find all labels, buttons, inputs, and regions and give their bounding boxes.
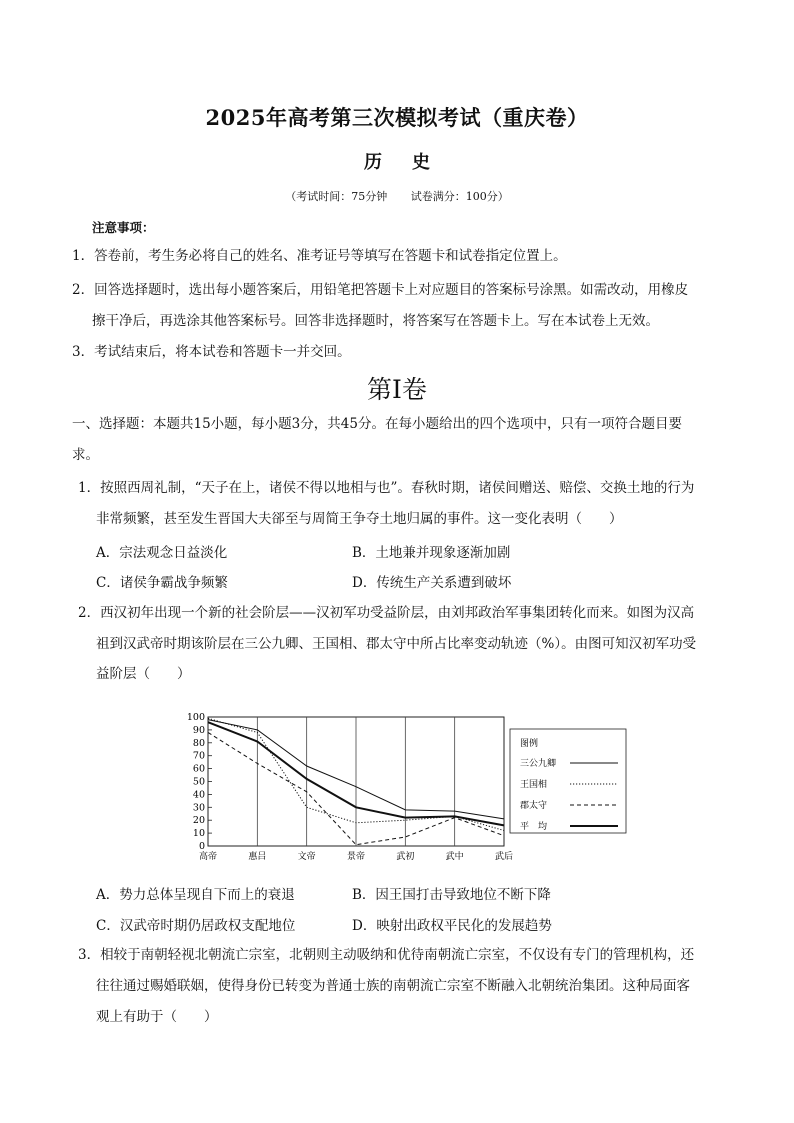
- q2-stem-line1: 2．西汉初年出现一个新的社会阶层——汉初军功受益阶层，由刘邦政治军事集团转化而来。如图为汉高: [78, 605, 695, 621]
- section-instruction-cont: 求。: [72, 447, 99, 463]
- y-tick-label: 20: [192, 815, 205, 827]
- y-tick-label: 10: [192, 828, 205, 840]
- x-tick-label: 惠吕: [248, 852, 267, 862]
- q1-stem-line1: 1．按照西周礼制，“天子在上，诸侯不得以地相与也”。春秋时期，诸侯间赠送、赔偿、交换土地的行为: [78, 480, 695, 496]
- exam-title: 2025年高考第三次模拟考试（重庆卷）: [205, 105, 589, 130]
- x-tick-label: 武后: [494, 852, 514, 862]
- q3-stem-line3: 观上有助于（ ）: [96, 1009, 218, 1025]
- x-tick-label: 武初: [396, 852, 415, 862]
- y-tick-label: 0: [198, 841, 205, 852]
- y-tick-label: 40: [192, 789, 205, 801]
- q2-stem-line2: 祖到汉武帝时期该阶层在三公九卿、王国相、郡太守中所占比率变动轨迹（%）。由图可知汉初军功受: [96, 636, 697, 652]
- subject-title: 历史: [364, 152, 460, 173]
- q1-stem-line2: 非常频繁，甚至发生晋国大夫郤至与周简王争夺土地归属的事件。这一变化表明（ ）: [96, 511, 623, 527]
- q2-option-c[interactable]: C．汉武帝时期仍居政权支配地位: [96, 918, 296, 934]
- legend-label: 王国相: [520, 780, 548, 790]
- chart-plot-area: [187, 712, 513, 862]
- y-tick-label: 100: [186, 712, 205, 723]
- q1-option-c[interactable]: C．诸侯争霸战争频繁: [96, 575, 228, 591]
- legend-label: 郡太守: [520, 801, 548, 811]
- y-tick-label: 60: [192, 763, 205, 775]
- y-tick-label: 30: [192, 802, 205, 814]
- y-tick-label: 90: [192, 724, 205, 736]
- x-tick-label: 景帝: [346, 852, 366, 862]
- y-tick-label: 50: [192, 776, 205, 788]
- y-tick-label: 80: [192, 737, 205, 749]
- q3-stem-line2: 往往通过赐婚联姻，使得身份已转变为普通士族的南朝流亡宗室不断融入北朝统治集团。这种局面客: [96, 978, 690, 994]
- legend-label: 三公九卿: [520, 759, 557, 769]
- notice-heading: 注意事项：: [92, 220, 155, 235]
- x-tick-label: 高帝: [198, 852, 218, 862]
- exam-info: [0, 188, 794, 204]
- exam-time: （考试时间：75分钟: [285, 190, 388, 203]
- q1-option-d[interactable]: D．传统生产关系遭到破坏: [352, 575, 512, 591]
- y-tick-label: 70: [192, 750, 205, 762]
- notice-item-1: 1．答卷前，考生务必将自己的姓名、准考证号等填写在答题卡和试卷指定位置上。: [72, 248, 567, 264]
- legend-title: 图例: [520, 739, 539, 749]
- q2-option-d[interactable]: D．映射出政权平民化的发展趋势: [352, 918, 552, 934]
- q2-line-chart: [180, 705, 640, 865]
- notice-item-3: 3．考试结束后，将本试卷和答题卡一并交回。: [72, 344, 351, 360]
- q2-option-b[interactable]: B．因王国打击导致地位不断下降: [352, 887, 551, 903]
- notice-item-2: 2．回答选择题时，选出每小题答案后，用铅笔把答题卡上对应题目的答案标号涂黑。如需改动，用橡皮: [72, 282, 689, 298]
- legend-label: 平 均: [520, 822, 548, 832]
- x-tick-label: 文帝: [297, 852, 316, 862]
- chart-legend: [510, 729, 626, 833]
- full-score: 试卷满分：100分）: [410, 190, 509, 203]
- q1-option-b[interactable]: B．土地兼并现象逐渐加剧: [352, 545, 511, 561]
- q1-option-a[interactable]: A．宗法观念日益淡化: [96, 545, 228, 561]
- q2-option-a[interactable]: A．势力总体呈现自下而上的衰退: [96, 887, 295, 903]
- q3-stem-line1: 3．相较于南朝轻视北朝流亡宗室，北朝则主动吸纳和优待南朝流亡宗室，不仅设有专门的管理机构，还: [78, 947, 695, 963]
- notice-item-2-cont: 擦干净后，再选涂其他答案标号。回答非选择题时，将答案写在答题卡上。写在本试卷上无效。: [92, 313, 659, 329]
- section-instruction: 一、选择题：本题共15小题，每小题3分，共45分。在每小题给出的四个选项中，只有一项符合题目要: [72, 416, 682, 432]
- q2-stem-line3: 益阶层（ ）: [96, 666, 191, 682]
- x-tick-label: 武中: [445, 852, 464, 862]
- section-title: 第Ⅰ卷: [367, 375, 427, 404]
